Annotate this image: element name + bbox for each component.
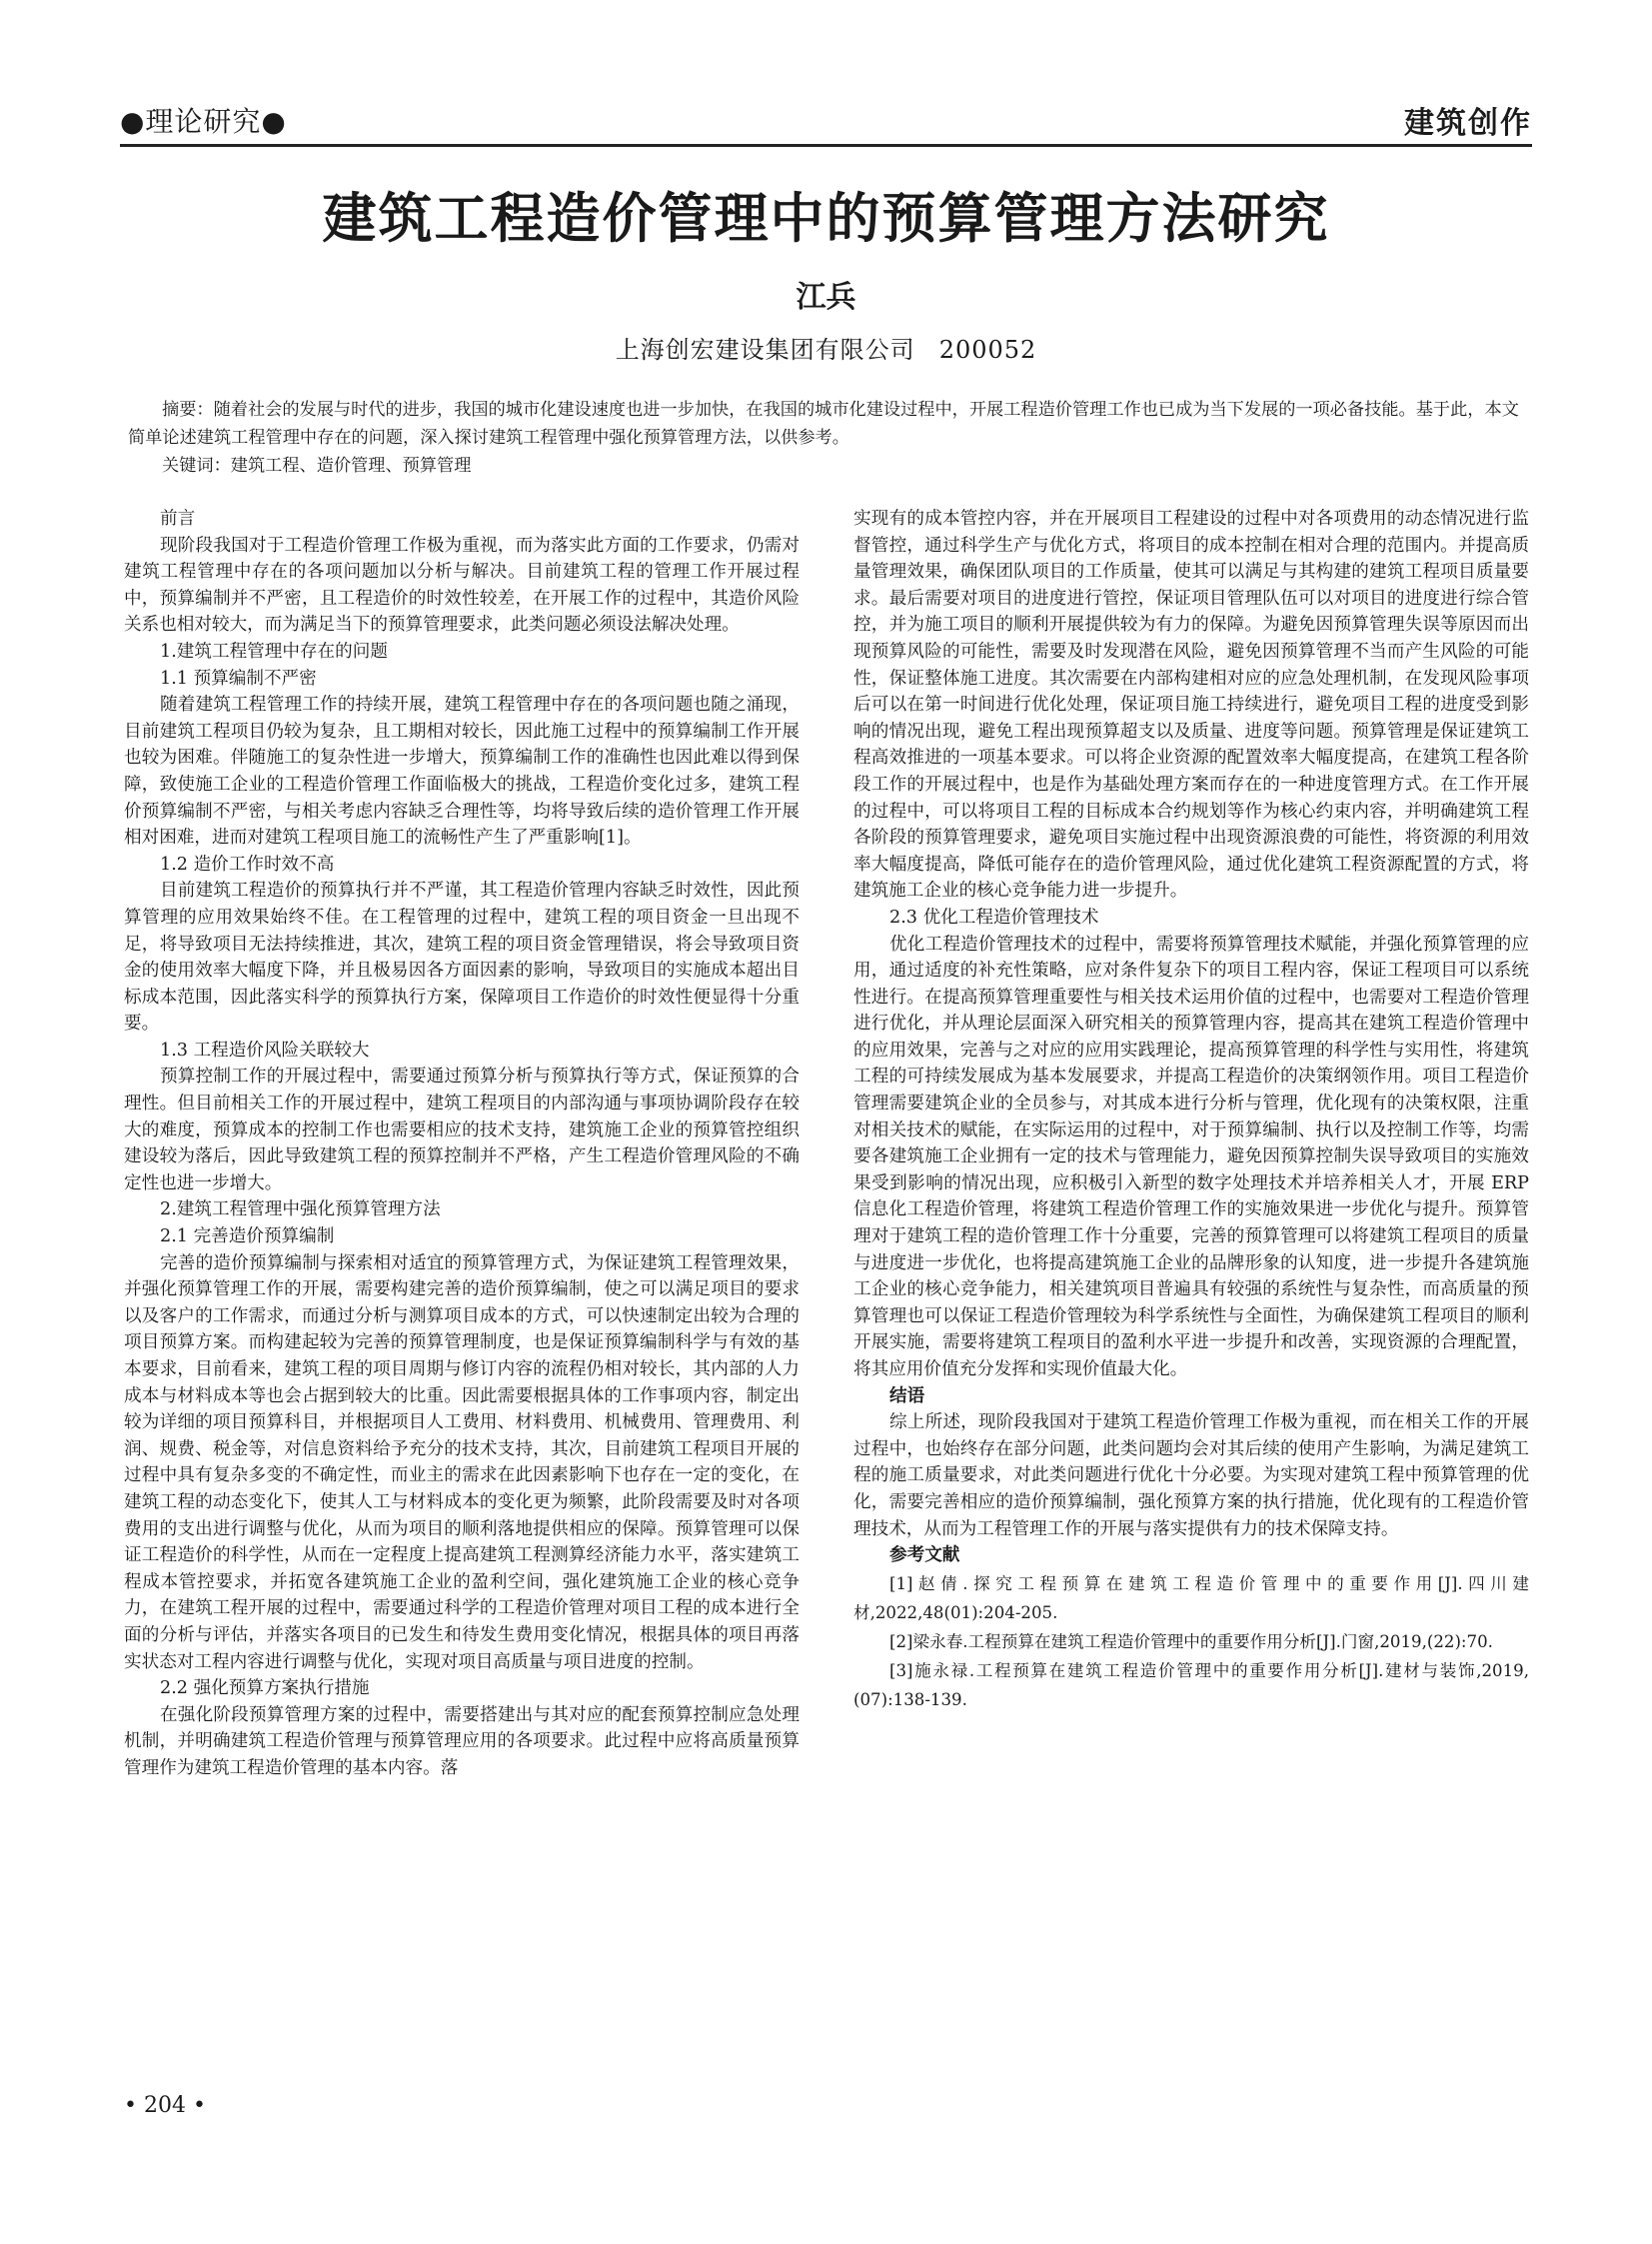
reference-list: [853, 1569, 1529, 1714]
magazine-name: 建筑创作: [1404, 106, 1532, 141]
zip-code: 200052: [938, 336, 1037, 364]
section-heading: 1.建筑工程管理中存在的问题: [160, 641, 388, 662]
section-heading: 2.建筑工程管理中强化预算管理方法: [160, 1199, 441, 1220]
subsection-heading: 1.1 预算编制不严密: [160, 668, 317, 689]
reference-item: [1]赵倩.探究工程预算在建筑工程造价管理中的重要作用[J].四川建材,2022,48(01):204-205.: [853, 1573, 1529, 1622]
subsection-heading: 1.2 造价工作时效不高: [160, 854, 335, 875]
conclusion-heading: 结语: [889, 1384, 925, 1406]
article-title: 建筑工程造价管理中的预算管理方法研究: [322, 187, 1330, 250]
paragraph: 目前建筑工程造价的预算执行并不严谨，其工程造价管理内容缺乏时效性，因此预算管理的应用效果始终不佳。在工程管理的过程中，建筑工程的项目资金一旦出现不足，将导致项目无法持续推进，其次，建筑工程的项目资金管理错误，将会导致项目资金的使用效率大幅度下降，并且极易因各方面因素的影响，导致项目的实施成本超出目标成本范围，因此落实科学的预算执行方案，保障项目工作造价的时效性便显得十分重要。: [124, 881, 800, 1035]
affiliation-name: 上海创宏建设集团有限公司: [615, 336, 915, 364]
abstract-block: [128, 396, 1524, 480]
affiliation: [0, 330, 1652, 365]
paragraph: 在强化阶段预算管理方案的过程中，需要搭建出与其对应的配套预算控制应急处理机制，并明确建筑工程造价管理与预算管理应用的各项要求。此过程中应将高质量预算管理作为建筑工程造价管理的基本内容。落: [124, 1704, 800, 1778]
subsection-heading: 1.3 工程造价风险关联较大: [160, 1040, 370, 1061]
page-header: [120, 96, 1532, 146]
paragraph: 实现有的成本管控内容，并在开展项目工程建设的过程中对各项费用的动态情况进行监督管控，通过科学生产与优化方式，将项目的成本控制在相对合理的范围内。并提高质量管理效果，确保团队项目的工作质量，使其可以满足与其构建的建筑工程项目质量要求。最后需要对项目的进度进行管控，保证项目管理队伍可以对项目的进度进行综合管控，并为施工项目的顺利开展提供较为有力的保障。为避免因预算管理失误等原因而出现预算风险的可能性，需要及时发现潜在风险，避免因预算管理不当而产生风险的可能性，保证整体施工进度。其次需要在内部构建相对应的应急处理机制，在发现风险事项后可以在第一时间进行优化处理，保证项目施工持续进行，避免项目工程的进度受到影响的情况出现，避免工程出现预算超支以及质量、进度等问题。预算管理是保证建筑工程高效推进的一项基本要求。可以将企业资源的配置效率大幅度提高，在建筑工程各阶段工作的开展过程中，也是作为基础处理方案而存在的一种进度管理方式。在工作开展的过程中，可以将项目工程的目标成本合约规划等作为核心约束内容，并明确建筑工程各阶段的预算管理要求，避免项目实施过程中出现资源浪费的可能性，将资源的利用效率大幅度提高，降低可能存在的造价管理风险，通过优化建筑工程资源配置的方式，将建筑施工企业的核心竞争能力进一步提升。: [853, 509, 1529, 902]
author-name: 江兵: [796, 280, 856, 315]
reference-item: [3]施永禄.工程预算在建筑工程造价管理中的重要作用分析[J].建材与装饰,2019,(07):138-139.: [853, 1660, 1529, 1709]
subsection-heading: 2.1 完善造价预算编制: [160, 1226, 335, 1247]
paragraph: 现阶段我国对于工程造价管理工作极为重视，而为落实此方面的工作要求，仍需对建筑工程管理中存在的各项问题加以分析与解决。目前建筑工程的管理工作开展过程中，预算编制并不严密，且工程造价的时效性较差，在开展工作的过程中，其造价风险关系也相对较大，而为满足当下的预算管理要求，此类问题必须设法解决处理。: [124, 535, 800, 636]
right-column: [853, 506, 1529, 1714]
header-rule: [120, 144, 1532, 147]
reference-item: [2]梁永春.工程预算在建筑工程造价管理中的重要作用分析[J].门窗,2019,(22):70.: [889, 1631, 1493, 1651]
paragraph: 优化工程造价管理技术的过程中，需要将预算管理技术赋能，并强化预算管理的应用，通过适度的补充性策略，应对条件复杂下的项目工程内容，保证工程项目可以系统性进行。在提高预算管理重要性与相关技术运用价值的过程中，也需要对工程造价管理进行优化，并从理论层面深入研究相关的预算管理内容，提高其在建筑工程造价管理中的应用效果，完善与之对应的应用实践理论，提高预算管理的科学性与实用性，将建筑工程的可持续发展成为基本发展要求，并提高工程造价的决策纲领作用。项目工程造价管理需要建筑企业的全员参与，对其成本进行分析与管理，优化现有的决策权限，注重对相关技术的赋能，在实际运用的过程中，对于预算编制、执行以及控制工作等，均需要各建筑施工企业拥有一定的技术与管理能力，避免因预算控制失误导致项目的实施效果受到影响的情况出现，应积极引入新型的数字处理技术并培养相关人才，开展 ERP 信息化工程造价管理，将建筑工程造价管理工作的实施效果进一步优化与提升。预算管理对于建筑工程的造价管理工作十分重要，完善的预算管理可以将建筑工程项目的质量与进度进一步优化，也将提高建筑施工企业的品牌形象的认知度，进一步提升各建筑施工企业的核心竞争能力，相关建筑项目普遍具有较强的系统性与复杂性，而高质量的预算管理也可以保证工程造价管理较为科学系统性与全面性，为确保建筑工程项目的顺利开展实施，需要将建筑工程项目的盈利水平进一步提升和改善，实现资源的合理配置，将其应用价值充分发挥和实现价值最大化。: [853, 934, 1529, 1379]
paragraph: 综上所述，现阶段我国对于建筑工程造价管理工作极为重视，而在相关工作的开展过程中，也始终存在部分问题，此类问题均会对其后续的使用产生影响，为满足建筑工程的施工质量要求，对此类问题进行优化十分必要。为实现对建筑工程中预算管理的优化，需要完善相应的造价预算编制，强化预算方案的执行措施，优化现有的工程造价管理技术，从而为工程管理工作的开展与落实提供有力的技术保障支持。: [853, 1412, 1529, 1539]
left-column: [124, 506, 800, 1782]
keywords: 关键词：建筑工程、造价管理、预算管理: [162, 456, 472, 476]
paragraph: 完善的造价预算编制与探索相对适宜的预算管理方式，为保证建筑工程管理效果，并强化预算管理工作的开展，需要构建完善的造价预算编制，使之可以满足项目的要求以及客户的工作需求，而通过分析与测算项目成本的方式，可以快速制定出较为合理的项目预算方案。而构建起较为完善的预算管理制度，也是保证预算编制科学与有效的基本要求，目前看来，建筑工程的项目周期与修订内容的流程仍相对较长，其内部的人力成本与材料成本等也会占据到较大的比重。因此需要根据具体的工作事项内容，制定出较为详细的项目预算科目，并根据项目人工费用、材料费用、机械费用、管理费用、利润、规费、税金等，对信息资料给予充分的技术支持，其次，目前建筑工程项目开展的过程中具有复杂多变的不确定性，而业主的需求在此因素影响下也存在一定的变化，在建筑工程的动态变化下，使其人工与材料成本的变化更为频繁，此阶段需要及时对各项费用的支出进行调整与优化，从而为项目的顺利落地提供相应的保障。预算管理可以保证工程造价的科学性，从而在一定程度上提高建筑工程测算经济能力水平，落实建筑工程成本管控要求，并拓宽各建筑施工企业的盈利空间，强化建筑施工企业的核心竞争力，在建筑工程开展的过程中，需要通过科学的工程造价管理对项目工程的成本进行全面的分析与评估，并落实各项目的已发生和待发生费用变化情况，根据具体的项目再落实状态对工程内容进行调整与优化，实现对项目高质量与项目进度的控制。: [124, 1252, 800, 1672]
references-heading: 参考文献: [889, 1544, 960, 1566]
section-heading: 前言: [160, 509, 196, 529]
subsection-heading: 2.3 优化工程造价管理技术: [889, 907, 1099, 928]
page-number: • 204 •: [124, 2093, 206, 2118]
paragraph: 随着建筑工程管理工作的持续开展，建筑工程管理中存在的各项问题也随之涌现，目前建筑工程项目仍较为复杂，且工期相对较长，因此施工过程中的预算编制工作开展也较为困难。伴随施工的复杂性进一步增大，预算编制工作的准确性也因此难以得到保障，致使施工企业的工程造价管理工作面临极大的挑战，工程造价变化过多，建筑工程价预算编制不严密，与相关考虑内容缺乏合理性等，均将导致后续的造价管理工作开展相对困难，进而对建筑工程项目施工的流畅性产生了严重影响[1]。: [124, 695, 800, 849]
abstract-text: 摘要：随着社会的发展与时代的进步，我国的城市化建设速度也进一步加快，在我国的城市化建设过程中，开展工程造价管理工作也已成为当下发展的一项必备技能。基于此，本文简单论述建筑工程管理中存在的问题，深入探讨建筑工程管理中强化预算管理方法，以供参考。: [128, 400, 1519, 448]
column-label: ●理论研究●: [120, 105, 287, 138]
paragraph: 预算控制工作的开展过程中，需要通过预算分析与预算执行等方式，保证预算的合理性。但目前相关工作的开展过程中，建筑工程项目的内部沟通与事项协调阶段存在较大的难度，预算成本的控制工作也需要相应的技术支持，建筑施工企业的预算管控组织建设较为落后，因此导致建筑工程的预算控制并不严格，产生工程造价管理风险的不确定性也进一步增大。: [124, 1067, 800, 1193]
subsection-heading: 2.2 强化预算方案执行措施: [160, 1678, 370, 1699]
